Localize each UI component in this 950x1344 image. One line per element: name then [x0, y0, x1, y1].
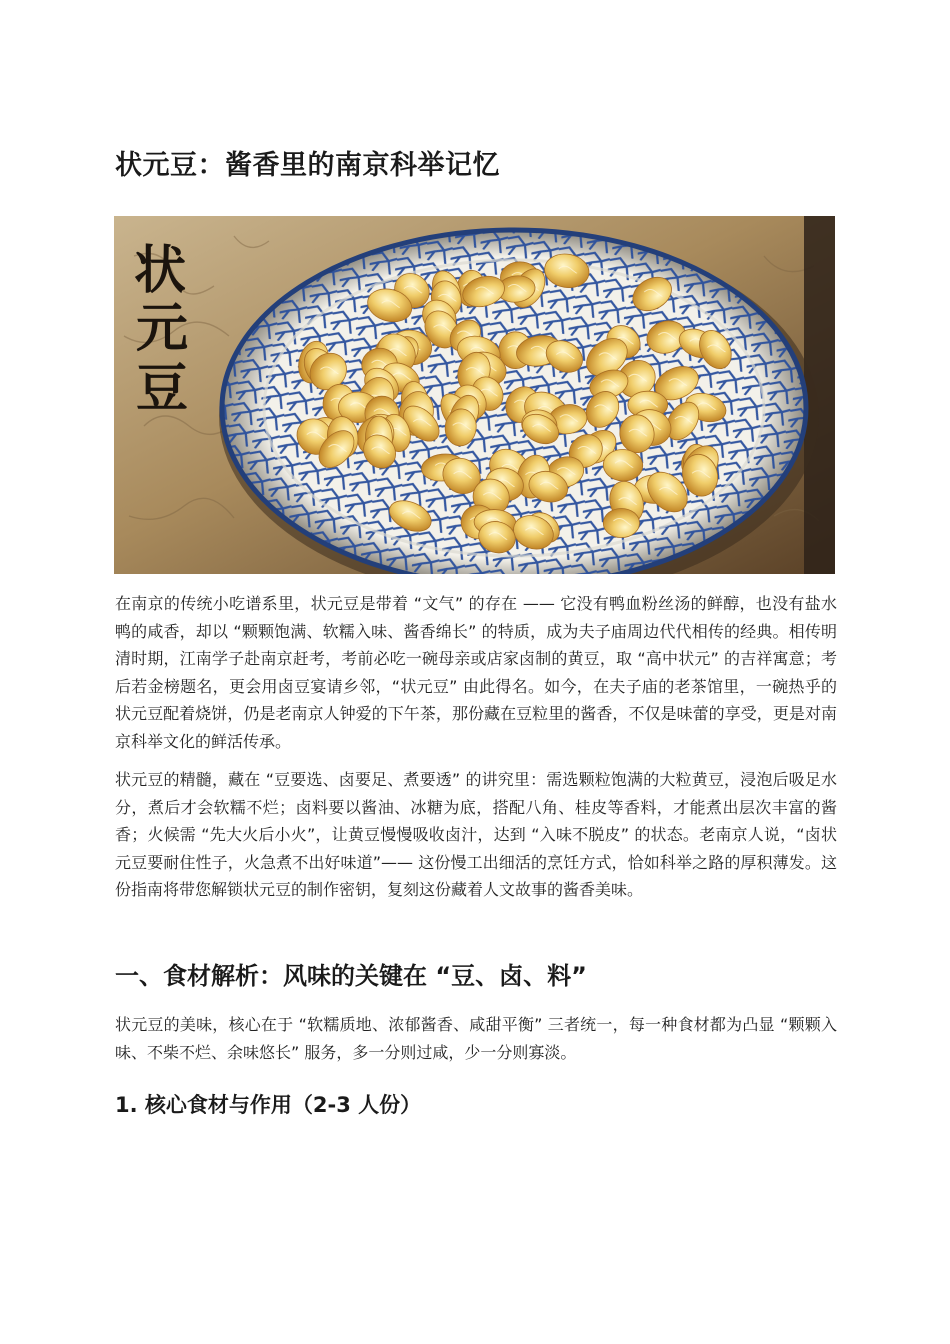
section-heading: 一、食材解析：风味的关键在 “豆、卤、料”	[115, 962, 587, 990]
intro-paragraph-1: 在南京的传统小吃谱系里，状元豆是带着 “文气” 的存在 —— 它没有鸭血粉丝汤的鲜醇，也没有盐水鸭的咸香，却以 “颗颗饱满、软糯入味、酱香绵长” 的特质，成为夫子庙周边代代相传的经典。相传明清时期，江南学子赴南京赶考，考前必吃一碗母亲或店家卤制的黄豆，取 “高中状元” 的吉祥寓意；考后若金榜题名，更会用卤豆宴请乡邻，“状元豆” 由此得名。如今，在夫子庙的老茶馆里，一碗热乎的状元豆配着烧饼，仍是老南京人钟爱的下午茶，那份藏在豆粒里的酱香，不仅是味蕾的享受，更是对南京科举文化的鲜活传承。	[115, 594, 837, 751]
calligraphy-char: 豆	[136, 358, 189, 419]
section-paragraph: 状元豆的美味，核心在于 “软糯质地、浓郁酱香、咸甜平衡” 三者统一，每一种食材都为凸显 “颗颗入味、不柴不烂、余味悠长” 服务，多一分则过咸，少一分则寡淡。	[115, 1015, 837, 1062]
calligraphy-text	[134, 240, 188, 419]
intro-paragraph-2: 状元豆的精髓，藏在 “豆要选、卤要足、煮要透” 的讲究里：需选颗粒饱满的大粒黄豆，浸泡后吸足水分，煮后才会软糯不烂；卤料要以酱油、冰糖为底，搭配八角、桂皮等香料，才能煮出层次丰富的酱香；火候需 “先大火后小火”，让黄豆慢慢吸收卤汁，达到 “入味不脱皮” 的状态。老南京人说，“卤状元豆要耐住性子，火急煮不出好味道”—— 这份慢工出细活的烹饪方式，恰如科举之路的厚积薄发。这份指南将带您解锁状元豆的制作密钥，复刻这份藏着人文故事的酱香美味。	[115, 770, 837, 900]
calligraphy-char: 状	[134, 240, 187, 301]
hero-image	[114, 216, 835, 574]
subsection-heading: 1. 核心食材与作用（2-3 人份）	[115, 1093, 422, 1117]
food-photo	[114, 216, 835, 574]
bean-shape	[603, 509, 639, 538]
calligraphy-char: 元	[136, 298, 189, 359]
page-title: 状元豆：酱香里的南京科举记忆	[115, 150, 500, 181]
